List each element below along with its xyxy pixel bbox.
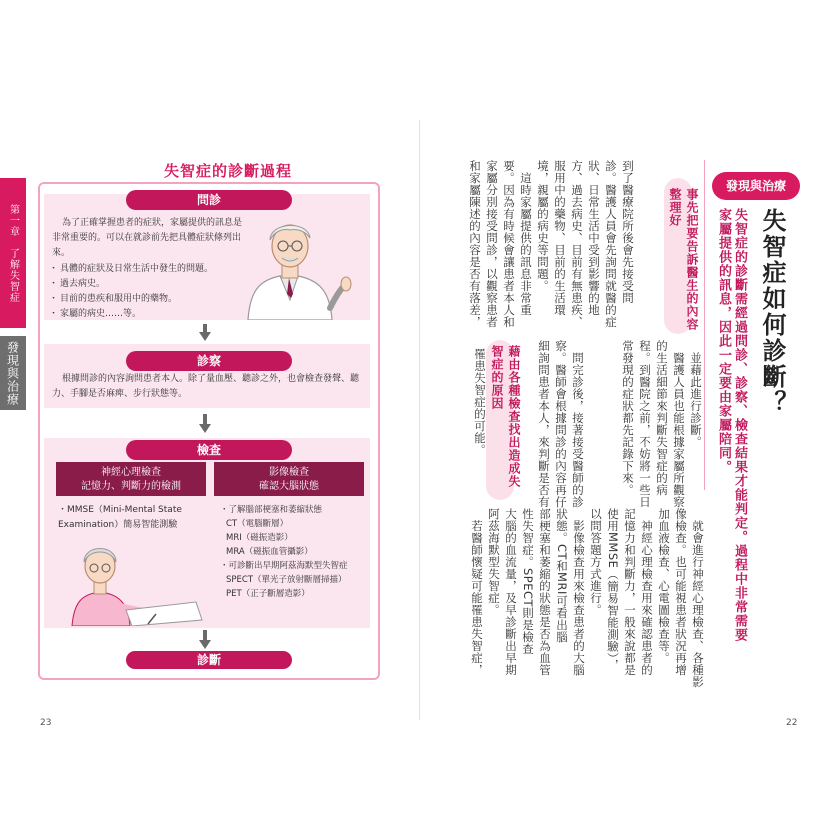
subtitle-line: 失智症的診斷需經過問診、診察、檢查結果才能判定。過程中非常需要 bbox=[732, 208, 747, 642]
heading-line: 智症的原因 bbox=[490, 345, 504, 410]
text-column: 性失智症。SPECT則是檢查 bbox=[521, 508, 535, 656]
text-column: 常發現的症狀都先記錄下來。 bbox=[621, 340, 635, 496]
neuropsych-test-subtitle: 記憶力、判斷力的檢測 bbox=[81, 481, 181, 492]
chapter-side-tab: 第一章 了解失智症 bbox=[0, 178, 26, 328]
text-column: 細詢問患者本人，來判斷是否有 bbox=[537, 340, 551, 508]
text-column: 阿茲海默型失智症。 bbox=[487, 508, 501, 616]
imaging-list-item: MRI（磁振造影） bbox=[226, 533, 293, 543]
text-column: 方、過去病史、目前有無患疾、 bbox=[570, 160, 584, 328]
flow-arrow bbox=[203, 324, 207, 332]
checklist-item: ・ 過去病史。 bbox=[52, 277, 242, 292]
text-column: 和家屬陳述的內容是否有落差， bbox=[468, 160, 482, 328]
interview-checklist bbox=[52, 262, 242, 322]
text-column: 要。因為有時候會讓患者本人和 bbox=[502, 160, 516, 328]
heading-line: 事先把要告訴醫生的內容 bbox=[685, 188, 699, 331]
text-column: 到了醫療院所後會先接受問 bbox=[621, 160, 635, 304]
section-badge: 發現與治療 bbox=[712, 172, 800, 200]
checklist-item: ・ 具體的症狀及日常生活中發生的問題。 bbox=[52, 262, 242, 277]
text-column: 加血液檢查、心電圖檢查等。 bbox=[657, 508, 671, 664]
page-gutter bbox=[419, 120, 420, 720]
text-column: 的生活細節來判斷失智症的病 bbox=[655, 340, 669, 496]
text-column: 醫護人員也能根據家屬所觀察 bbox=[672, 340, 686, 508]
heading-prepare-info bbox=[666, 188, 700, 331]
body-text-block bbox=[448, 508, 706, 688]
flow-arrow-head bbox=[199, 424, 211, 433]
heading-find-causes bbox=[488, 345, 522, 488]
tests-step-label: 檢查 bbox=[126, 440, 292, 460]
text-column: 神經心理檢查用來確認患者的 bbox=[640, 508, 654, 676]
diagnosis-step-label: 診斷 bbox=[126, 651, 292, 669]
page-number-right: 22 bbox=[786, 718, 798, 728]
imaging-list-item: MRA（磁振血管攝影） bbox=[226, 547, 313, 557]
body-text-block bbox=[448, 160, 636, 328]
checklist-item: ・ 家屬的病史……等。 bbox=[52, 307, 242, 322]
imaging-list-item: PET（正子斷層造影） bbox=[226, 589, 310, 599]
imaging-test-title: 影像檢查 bbox=[269, 467, 309, 478]
doctor-illustration bbox=[240, 214, 372, 320]
text-column: 境，親屬的病史等問題。 bbox=[536, 160, 550, 292]
subtitle-line: 家屬提供的訊息，因此一定要由家屬陪同。 bbox=[716, 208, 731, 474]
examination-text: 根據問診的內容詢問患者本人。除了量血壓、聽診之外，也會檢查發聲、聽力、手腳是否麻痺、步行狀態等。 bbox=[52, 374, 360, 399]
examination-step-label: 診察 bbox=[126, 351, 292, 371]
neuropsych-test-title: 神經心理檢查 bbox=[101, 467, 161, 478]
text-column: 若醫師懷疑可能罹患失智症， bbox=[470, 508, 484, 676]
checklist-item: ・ 目前的患疾和服用中的藥物。 bbox=[52, 292, 242, 307]
text-column: 問完診後，接著接受醫師的診 bbox=[571, 340, 585, 508]
section-side-tab: 發現與治療 bbox=[0, 336, 26, 410]
body-text-block bbox=[526, 340, 586, 508]
text-column: 記憶力和判斷力，一般來說都是 bbox=[623, 508, 637, 676]
article-title: 失智症如何診斷？ bbox=[758, 208, 786, 416]
text-column: 診。醫護人員會先詢問就醫的症 bbox=[604, 160, 618, 328]
flow-arrow-head bbox=[199, 640, 211, 649]
text-column: 使用MMSE（簡易智能測驗）， bbox=[606, 508, 620, 671]
heading-line: 整理好 bbox=[668, 188, 682, 227]
patient-test-illustration bbox=[56, 540, 206, 626]
interview-intro: 為了正確掌握患者的症狀，家屬提供的訊息是非常重要的。可以在就診前先把具體症狀條列出來。 bbox=[52, 218, 243, 258]
page-number-left: 23 bbox=[40, 718, 52, 728]
neuropsych-test-header bbox=[56, 462, 206, 496]
imaging-test-list bbox=[220, 503, 370, 601]
text-column: 以問答題方式進行。 bbox=[589, 508, 603, 616]
text-column: 大腦的血流量，及早診斷出早期 bbox=[504, 508, 518, 676]
flow-arrow bbox=[203, 414, 207, 424]
interview-step-label: 問診 bbox=[126, 190, 292, 210]
mmse-description: ・MMSE（Mini-Mental State Examination）簡易智能測驗 bbox=[58, 505, 182, 530]
heading-line: 藉由各種檢查找出造成失 bbox=[507, 345, 521, 488]
text-column: 影像檢查用來檢查患者的大腦 bbox=[572, 508, 586, 676]
header-rule bbox=[704, 160, 705, 490]
text-column: 狀態。CT和MRI可看出腦 bbox=[555, 508, 569, 643]
flow-arrow bbox=[203, 630, 207, 640]
imaging-list-item: CT（電腦斷層） bbox=[226, 519, 289, 529]
text-column: 這時家屬提供的訊息非常重 bbox=[519, 160, 533, 316]
body-text-block bbox=[454, 348, 488, 456]
article-subtitle bbox=[715, 208, 747, 642]
diagnosis-process-title: 失智症的診斷過程 bbox=[163, 162, 292, 180]
body-text-block bbox=[586, 340, 704, 508]
text-column: 家屬分別接受問診，以觀察患者 bbox=[485, 160, 499, 328]
imaging-list-item: ・可診斷出早期阿茲海默型失智症 bbox=[220, 561, 348, 571]
imaging-test-subtitle: 確認大腦狀態 bbox=[259, 481, 319, 492]
text-column: 服用中的藥物、目前的生活環 bbox=[553, 160, 567, 316]
imaging-list-item: SPECT（單光子放射斷層掃描） bbox=[226, 575, 347, 585]
imaging-test-header bbox=[214, 462, 364, 496]
text-column: 狀、日常生活中受到影響的地 bbox=[587, 160, 601, 316]
text-column: 程。到醫院之前，不妨將一些日 bbox=[638, 340, 652, 508]
text-column: 部梗塞和萎縮的狀態是否為血管 bbox=[538, 508, 552, 676]
text-column: 察。醫師會根據問診的內容再仔 bbox=[554, 340, 568, 508]
imaging-list-item: ・了解腦部梗塞和萎縮狀態 bbox=[220, 505, 323, 515]
text-column: 就會進行神經心理檢查、各種影 bbox=[691, 508, 705, 688]
interview-text bbox=[52, 216, 242, 322]
text-column: 罹患失智症的可能。 bbox=[473, 348, 487, 456]
text-column: 並藉此進行診斷。 bbox=[689, 340, 703, 448]
flow-arrow-head bbox=[199, 332, 211, 341]
text-column: 像檢查。也可能視患者狀況再增 bbox=[674, 508, 688, 676]
